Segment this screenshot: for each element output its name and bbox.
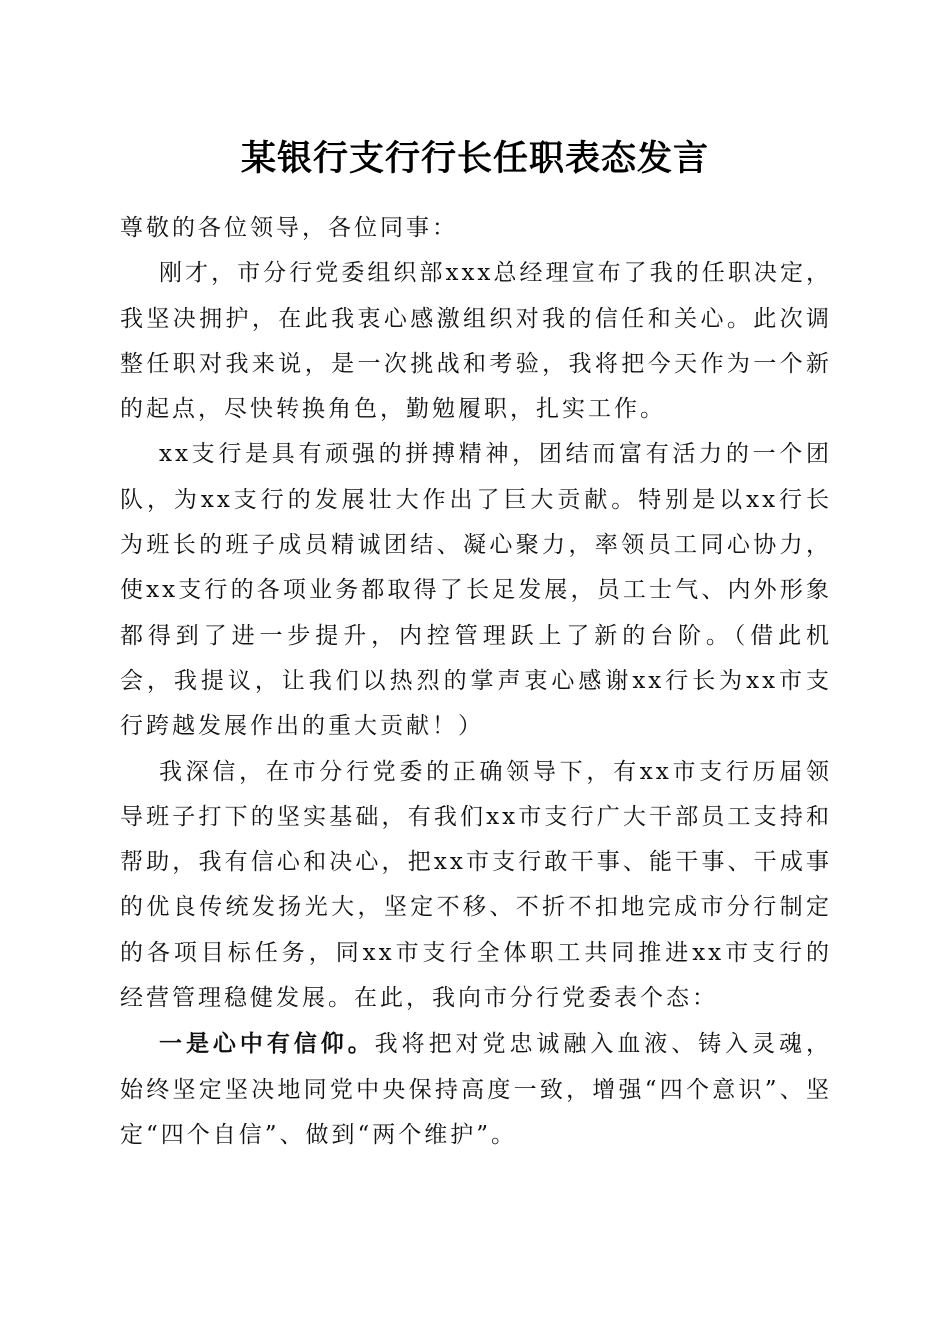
document-body (120, 206, 832, 1158)
paragraph-appointment: 刚才，市分行党委组织部xxx总经理宣布了我的任职决定，我坚决拥护，在此我衷心感激组织对我的信任和关心。此次调整任职对我来说，是一次挑战和考验，我将把今天作为一个新的起点，尽快转换角色，勤勉履职，扎实工作。 (120, 260, 832, 423)
paragraph-commitment: 我深信，在市分行党委的正确领导下，有xx市支行历届领导班子打下的坚实基础，有我们xx市支行广大干部员工支持和帮助，我有信心和决心，把xx市支行敢干事、能干事、干成事的优良传统发扬光大，坚定不移、不折不扣地完成市分行制定的各项目标任务，同xx市支行全体职工共同推进xx市支行的经营管理稳健发展。在此，我向市分行党委表个态： (120, 758, 832, 1012)
paragraph-branch-team: xx支行是具有顽强的拼搏精神，团结而富有活力的一个团队，为xx支行的发展壮大作出了巨大贡献。特别是以xx行长为班长的班子成员精诚团结、凝心聚力，率领员工同心协力，使xx支行的各项业务都取得了长足发展，员工士气、内外形象都得到了进一步提升，内控管理跃上了新的台阶。（借此机会，我提议，让我们以热烈的掌声衷心感谢xx行长为xx市支行跨越发展作出的重大贡献！） (120, 441, 832, 740)
document-title: 某银行支行行长任职表态发言 (240, 138, 709, 179)
paragraph-point-one (120, 1021, 832, 1158)
point-one-lead: 一是心中有信仰。 (159, 1030, 375, 1058)
point-one-text: 我将把对党忠诚融入血液、铸入灵魂，始终坚定坚决地同党中央保持高度一致，增强“四个意识”、坚定“四个自信”、做到“两个维护”。 (120, 1031, 833, 1148)
salutation: 尊敬的各位领导，各位同事： (120, 215, 458, 241)
